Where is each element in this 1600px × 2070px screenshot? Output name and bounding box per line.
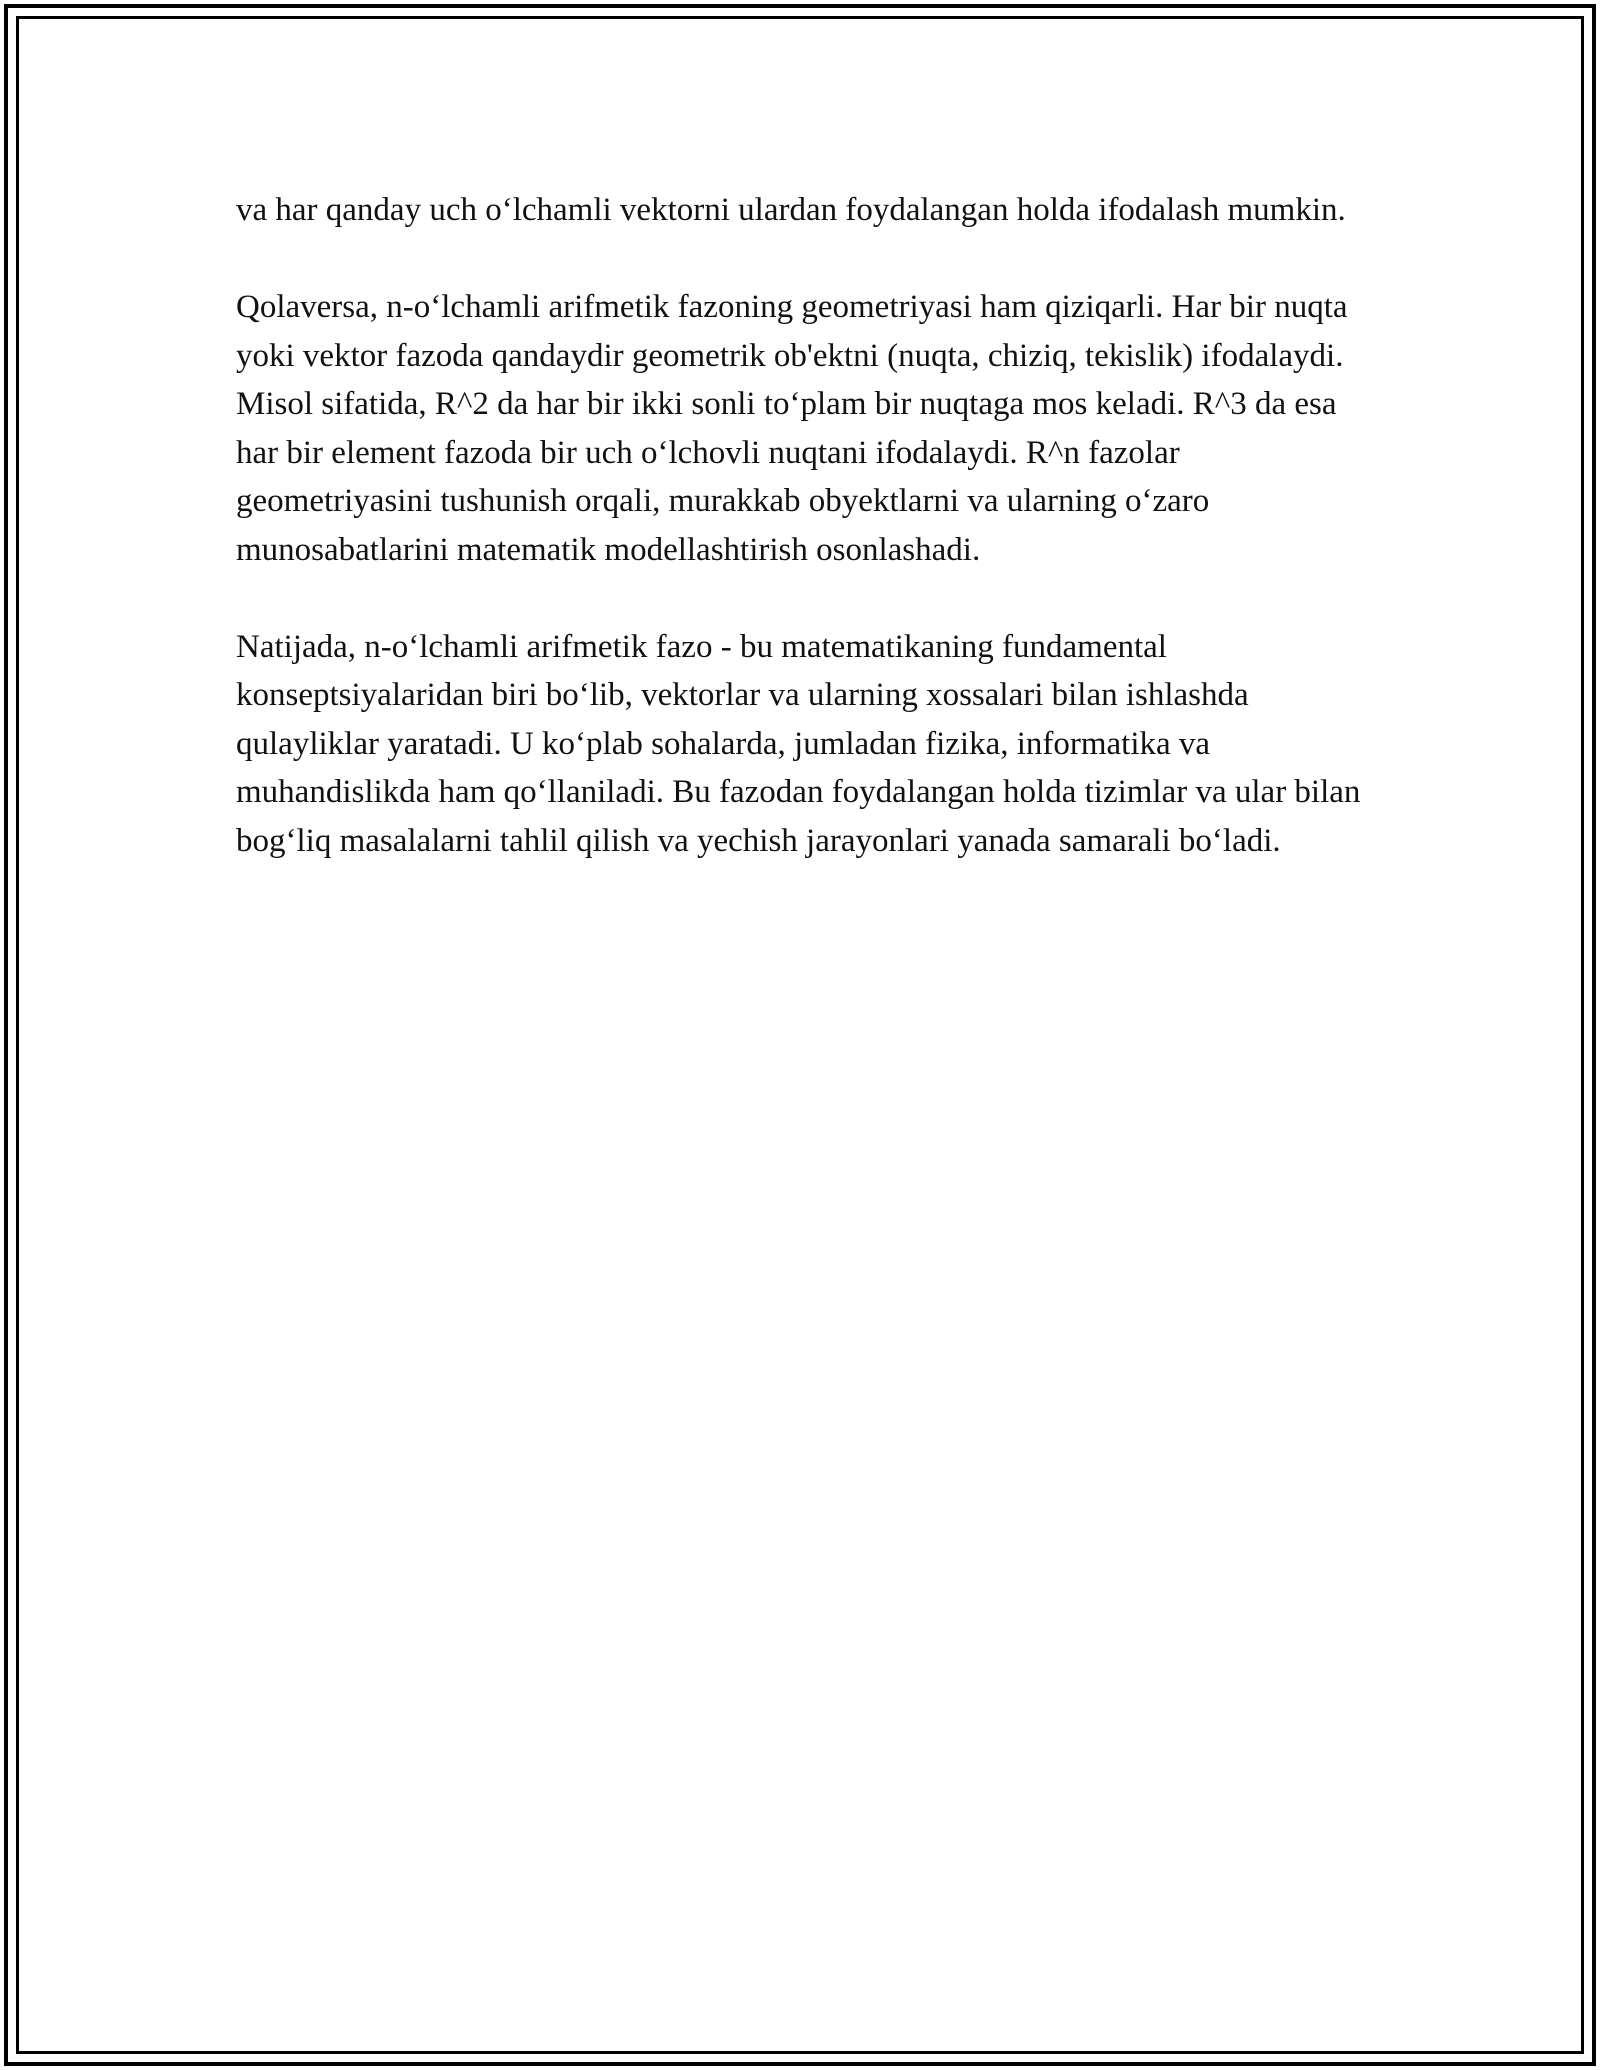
document-body (236, 186, 1376, 914)
paragraph-2: Qolaversa, n-o‘lchamli arifmetik fazoning geometriyasi ham qiziqarli. Har bir nuqta yoki vektor fazoda qandaydir geometrik ob'ektni (nuqta, chiziq, tekislik) ifodalaydi. Misol sifatida, R^2 da har bir ikki sonli to‘plam bir nuqtaga mos keladi. R^3 da esa har bir element fazoda bir uch o‘lchovli nuqtani ifodalaydi. R^n fazolar geometriyasini tushunish orqali, murakkab obyektlarni va ularning o‘zaro munosabatlarini matematik modellashtirish osonlashadi. (236, 289, 1348, 568)
paragraph-3: Natijada, n-o‘lchamli arifmetik fazo - bu matematikaning fundamental konseptsiyalaridan biri bo‘lib, vektorlar va ularning xossalari bilan ishlashda qulayliklar yaratadi. U ko‘plab sohalarda, jumladan fizika, informatika va muhandislikda ham qo‘llaniladi. Bu fazodan foydalangan holda tizimlar va ular bilan bog‘liq masalalarni tahlil qilish va yechish jarayonlari yanada samarali bo‘ladi. (236, 628, 1361, 859)
paragraph-1: va har qanday uch o‘lchamli vektorni ulardan foydalangan holda ifodalash mumkin. (236, 192, 1346, 228)
